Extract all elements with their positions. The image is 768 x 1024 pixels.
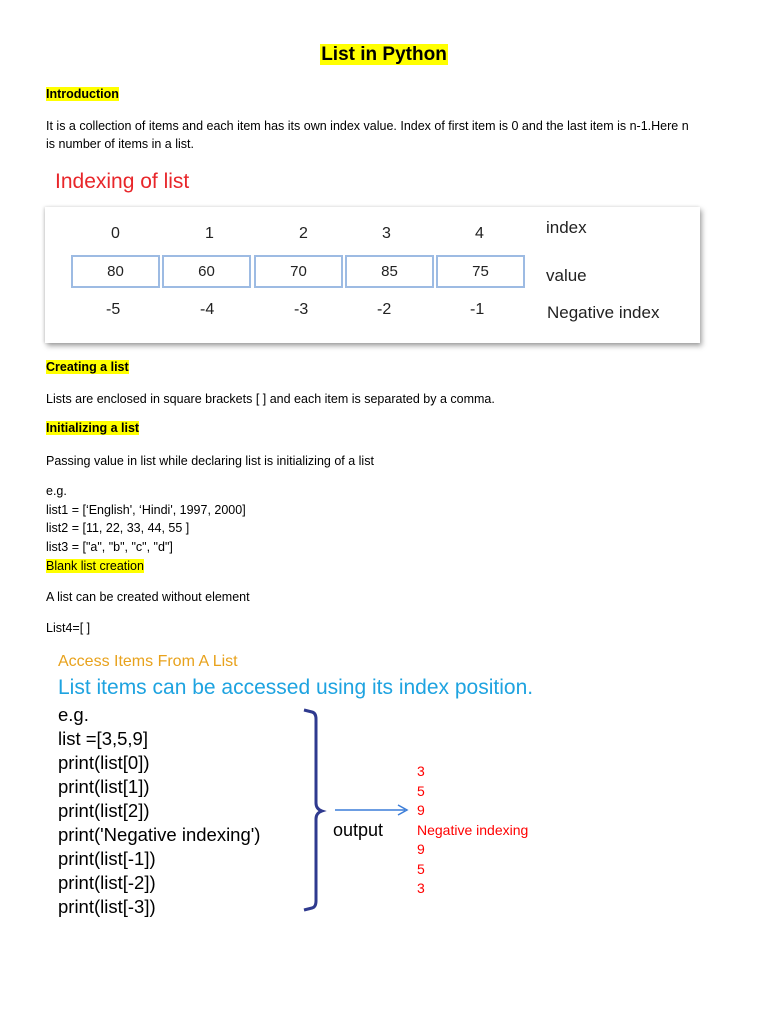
negative-index-label: -3: [294, 301, 309, 318]
value-cell: 75: [436, 255, 525, 288]
row-label-negative: Negative index: [547, 303, 660, 322]
output-line: 5: [417, 860, 425, 877]
negative-index-label: -2: [377, 301, 392, 318]
code-line: print(list[-1]): [58, 848, 156, 869]
intro-text-line2: is number of items in a list.: [46, 137, 194, 151]
creating-text: Lists are enclosed in square brackets [ ] and each item is separated by a comma.: [46, 392, 495, 406]
intro-heading-wrap: [46, 87, 119, 101]
row-label-value: value: [546, 266, 587, 285]
creating-heading: Creating a list: [46, 360, 129, 374]
blank-text: A list can be created without element: [46, 590, 250, 604]
code-line: list =[3,5,9]: [58, 728, 148, 749]
output-line: 3: [417, 763, 425, 779]
code-line: list1 = [‘English', ‘Hindi', 1997, 2000]: [46, 502, 246, 517]
code-line: e.g.: [58, 704, 89, 725]
row-label-index: index: [546, 218, 587, 237]
index-label: 4: [475, 225, 484, 242]
indexing-figure: [45, 207, 700, 343]
initializing-heading: Initializing a list: [46, 421, 140, 435]
value-cell: 60: [162, 255, 251, 288]
initializing-heading-wrap: [46, 421, 139, 435]
page-title-wrap: [0, 44, 768, 66]
code-line: print(list[2]): [58, 800, 150, 821]
code-line: e.g.: [46, 484, 67, 498]
initializing-code: [46, 482, 246, 556]
negative-index-label: -1: [470, 301, 485, 318]
output-line: 3: [417, 880, 425, 896]
code-line: print('Negative indexing'): [58, 824, 261, 845]
access-subtitle: Access Items From A List: [58, 653, 238, 670]
index-label: 1: [205, 225, 214, 242]
index-label: 2: [299, 225, 308, 242]
negative-index-label: -5: [106, 301, 121, 318]
negative-index-label: -4: [200, 301, 215, 318]
value-cell: 70: [254, 255, 343, 288]
code-line: print(list[0]): [58, 752, 150, 773]
output-line: 9: [417, 841, 425, 857]
brace-arrow-graphic: [290, 705, 420, 915]
page-title: List in Python: [321, 44, 447, 65]
access-title: List items can be accessed using its index position.: [58, 676, 534, 699]
initializing-text: Passing value in list while declaring list is initializing of a list: [46, 454, 374, 468]
creating-heading-wrap: [46, 360, 129, 374]
index-label: 0: [111, 225, 120, 242]
output-label: output: [333, 820, 384, 840]
intro-heading: Introduction: [46, 87, 119, 101]
output-line: 9: [417, 802, 425, 818]
blank-heading: Blank list creation: [46, 559, 144, 573]
value-cell: 85: [345, 255, 434, 288]
code-line: list3 = ["a", "b", "c", "d"]: [46, 539, 173, 554]
value-cell: 80: [71, 255, 160, 288]
indexing-figure-title: Indexing of list: [55, 170, 190, 193]
access-code: [58, 703, 260, 919]
output-values: [417, 762, 528, 899]
intro-text-line1: It is a collection of items and each item has its own index value. Index of first item is 0 and the last item is n-1.Here n: [46, 119, 689, 133]
code-line: print(list[-2]): [58, 872, 156, 893]
output-line: 5: [417, 782, 425, 799]
code-line: list2 = [11, 22, 33, 44, 55 ]: [46, 521, 190, 535]
blank-heading-wrap: [46, 557, 144, 575]
blank-code: List4=[ ]: [46, 621, 91, 635]
right-brace-icon: [304, 710, 322, 910]
output-line: Negative indexing: [417, 821, 529, 838]
index-label: 3: [382, 225, 391, 242]
code-line: print(list[-3]): [58, 896, 156, 917]
code-line: print(list[1]): [58, 776, 150, 797]
